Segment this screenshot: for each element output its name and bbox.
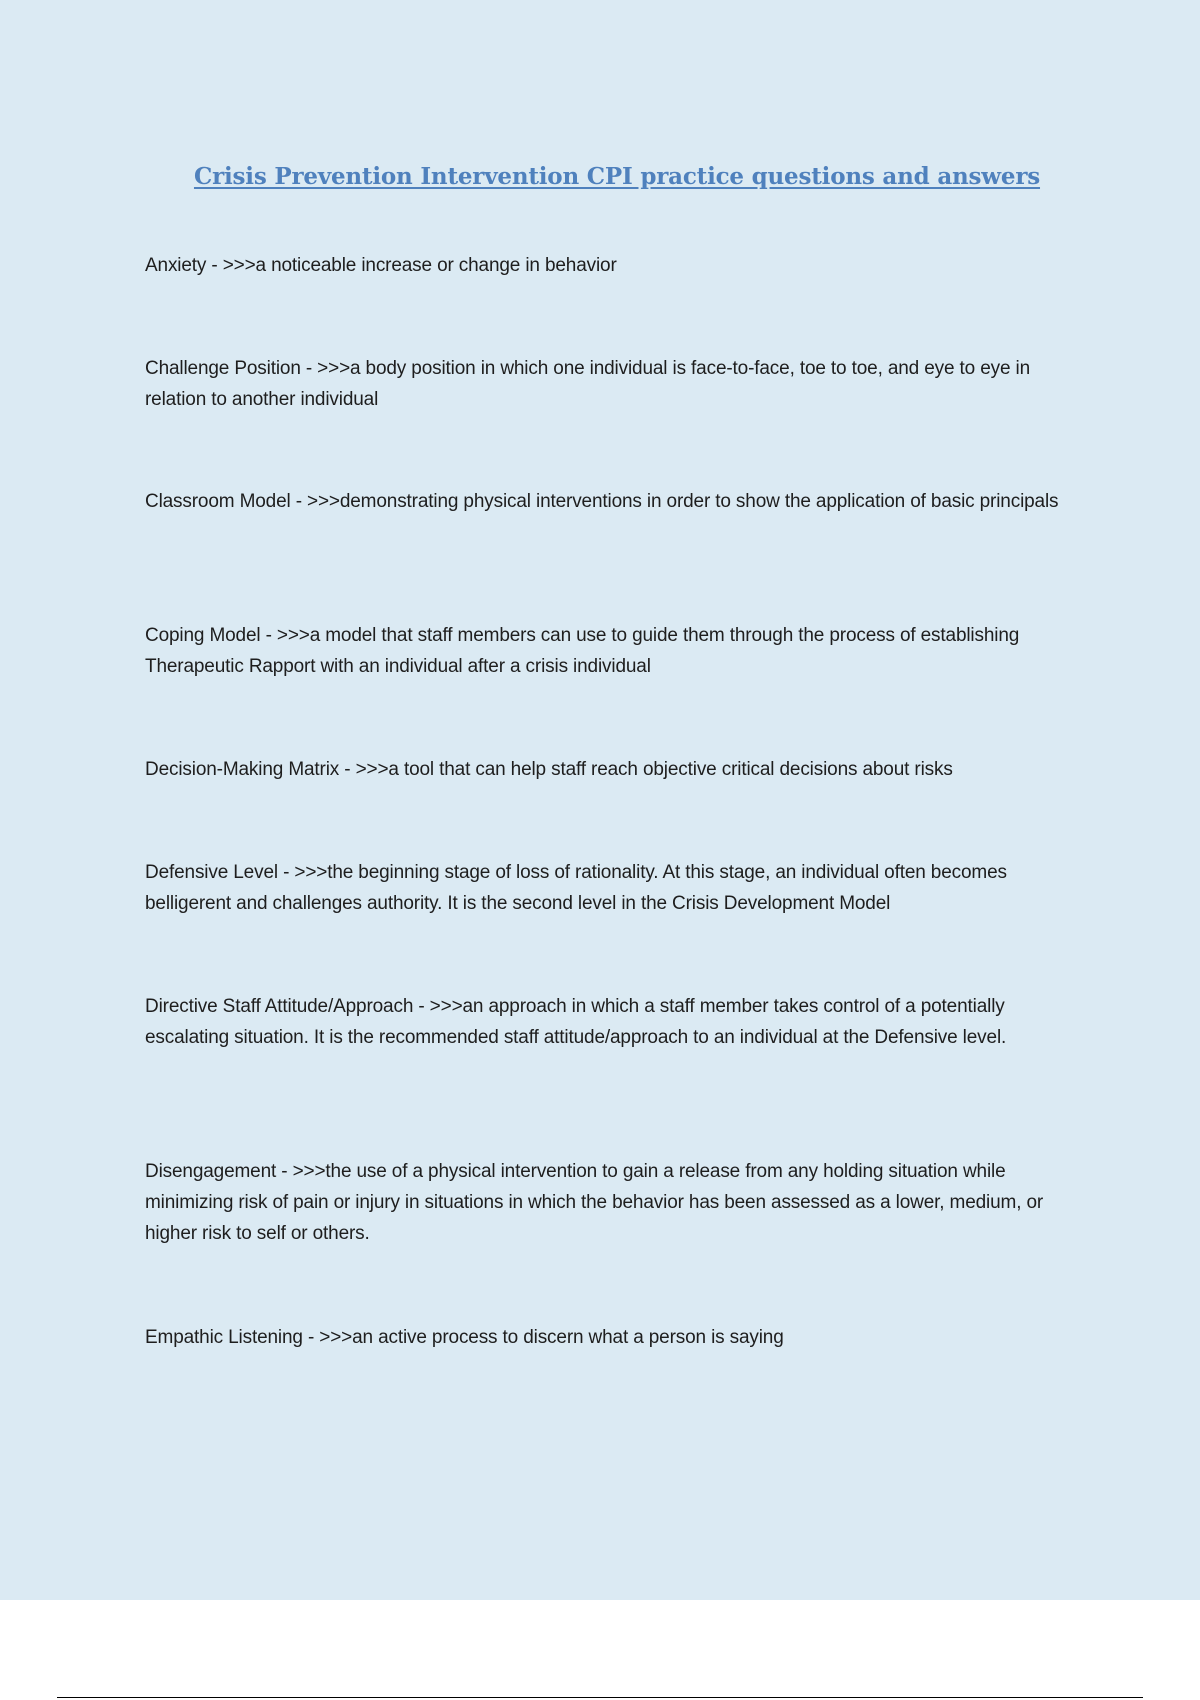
footer-rule: [57, 1697, 1143, 1698]
definition-anxiety: Anxiety - >>>a noticeable increase or change in behavior: [145, 255, 617, 276]
definition-decision-making-matrix: Decision-Making Matrix - >>>a tool that can help staff reach objective critical decisions about risks: [145, 759, 953, 780]
definition-empathic-listening: Empathic Listening - >>>an active process to discern what a person is saying: [145, 1327, 784, 1348]
definition-coping-model: Coping Model - >>>a model that staff members can use to guide them through the process of establishing Therapeutic Rapport with an individual after a crisis individual: [145, 625, 1020, 677]
definition-directive-staff-attitude: Directive Staff Attitude/Approach - >>>an approach in which a staff member takes control of a potentially escalating situation. It is the recommended staff attitude/approach to an individual at the Defensive level.: [145, 996, 1007, 1048]
definition-classroom-model: Classroom Model - >>>demonstrating physical interventions in order to show the application of basic principals: [145, 491, 1059, 512]
definition-defensive-level: Defensive Level - >>>the beginning stage of loss of rationality. At this stage, an individual often becomes belligerent and challenges authority. It is the second level in the Crisis Development Model: [145, 862, 1007, 914]
definition-challenge-position: Challenge Position - >>>a body position in which one individual is face-to-face, toe to toe, and eye to eye in relation to another individual: [145, 358, 1030, 410]
definition-disengagement: Disengagement - >>>the use of a physical intervention to gain a release from any holding situation while minimizing risk of pain or injury in situations in which the behavior has been assessed as a lower, medium, or higher risk to self or others.: [145, 1161, 1044, 1244]
document-title: Crisis Prevention Intervention CPI practice questions and answers: [193, 163, 1041, 190]
